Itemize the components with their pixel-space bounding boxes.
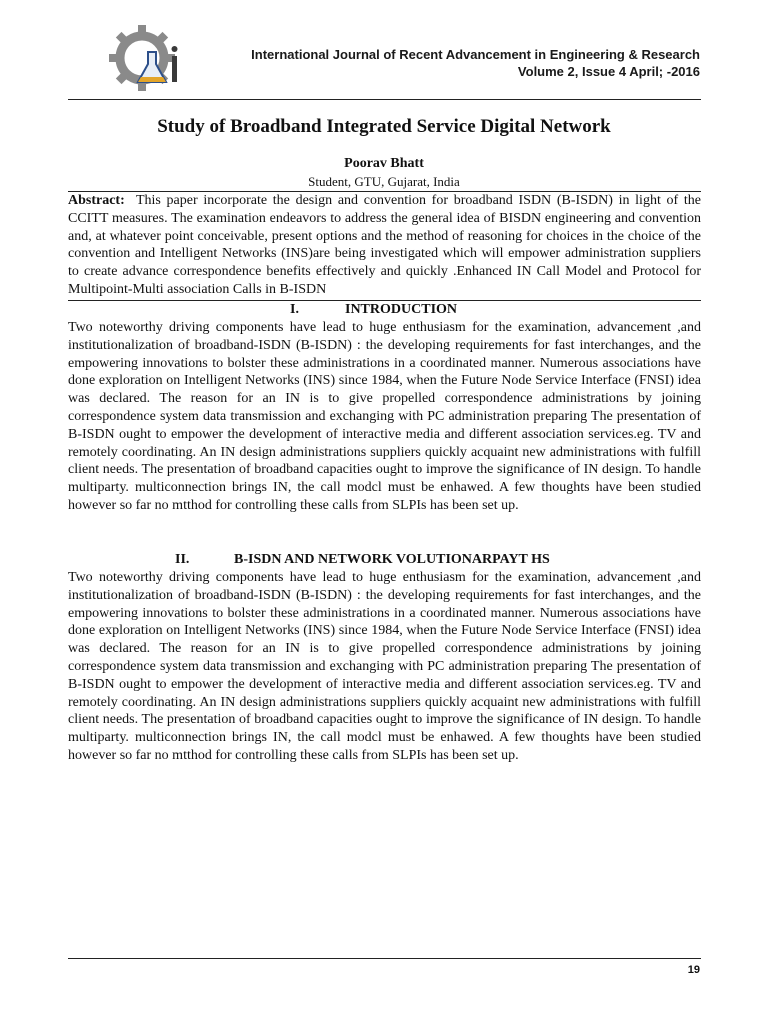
footer-divider — [68, 958, 701, 959]
section-body-bisdn: Two noteworthy driving components have lead to huge enthusiasm for the examination, advancement ,and institutionalization of broadband-ISDN (B-ISDN) : the developing requirements for fast interchanges, and the empowering innovations to bolster these administrations in a coordinated manner. Numerous associations have done exploration on Intelligent Networks (INS) since 1984, when the Future Node Service Interface (FNSI) idea was declared. The reason for an IN is to give propelled correspondence administrations by joining correspondence system data transmission and exchanging with PC administration preparing The presentation of B-ISDN ought to empower the development of interactive media and different association services.eg. TV and remotely coordinating. An IN design administrations suppliers quickly acquaint new administrations with fulfill client needs. The presentation of broadband capacities ought to improve the significance of IN design. To handle multiparty. multiconnection brings IN, the call modcl must be enhawed. A few thoughts have been studied however so far no mtthod for controlling these calls from SLPIs has been set up. — [68, 570, 701, 763]
paper-title: Study of Broadband Integrated Service Digital Network — [157, 116, 611, 137]
section-number: I. — [290, 302, 299, 317]
abstract-text: This paper incorporate the design and convention for broadband ISDN (B-ISDN) in light of the CCITT measures. The examination endeavors to address the general idea of BISDN engineering and convention and, at whatever point conceivable, present options and the method of reasoning for choices in the choice of the convention and Intelligent Networks (INS)are being investigated which will empower administration suppliers to create advance correspondence benefits effectively and quickly .Enhanced IN Call Model and Protocol for Multipoint-Multi association Calls in B-ISDN — [68, 193, 702, 297]
journal-volume-issue: Volume 2, Issue 4 April; -2016 — [517, 64, 700, 79]
section-body-introduction: Two noteworthy driving components have lead to huge enthusiasm for the examination, advancement ,and institutionalization of broadband-ISDN (B-ISDN) : the developing requirements for fast interchanges, and the empowering innovations to bolster these administrations in a coordinated manner. Numerous associations have done exploration on Intelligent Networks (INS) since 1984, when the Future Node Service Interface (FNSI) idea was declared. The reason for an IN is to give propelled correspondence administrations by joining correspondence system data transmission and exchanging with PC administration preparing The presentation of B-ISDN ought to empower the development of interactive media and different association services.eg. TV and remotely coordinating. An IN design administrations suppliers quickly acquaint new administrations with fulfill client needs. The presentation of broadband capacities ought to improve the significance of IN design. To handle multiparty. multiconnection brings IN, the call modcl must be enhawed. A few thoughts have been studied however so far no mtthod for controlling these calls from SLPIs has been set up. — [68, 320, 701, 513]
abstract-label: Abstract: — [68, 193, 125, 208]
section-title: INTRODUCTION — [345, 302, 458, 317]
journal-header — [251, 46, 700, 80]
section-number: II. — [175, 552, 190, 567]
journal-name: International Journal of Recent Advancement in Engineering & Research — [251, 47, 700, 62]
abstract — [68, 192, 701, 299]
header-divider — [68, 99, 701, 100]
page-number: 19 — [687, 964, 700, 976]
abstract-bottom-divider — [68, 300, 701, 301]
author-affiliation: Student, GTU, Gujarat, India — [308, 174, 460, 189]
gear-lab-logo — [108, 22, 188, 94]
author-name: Poorav Bhatt — [344, 156, 424, 171]
section-title: B-ISDN AND NETWORK VOLUTIONARPAYT HS — [234, 552, 550, 567]
